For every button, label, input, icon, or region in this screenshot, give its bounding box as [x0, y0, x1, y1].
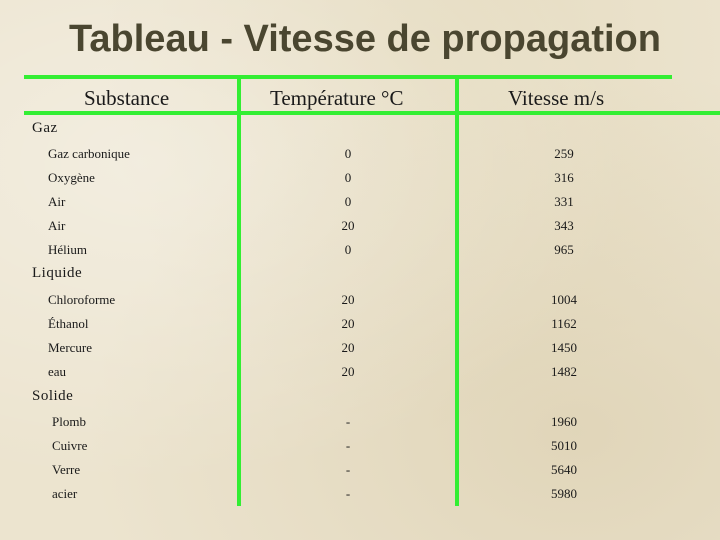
table-row-speed: 1450 [551, 340, 577, 355]
category-solide: Solide [32, 388, 74, 404]
column-divider-2 [455, 75, 459, 506]
header-speed: Vitesse m/s [508, 86, 605, 110]
table-row-speed: 1482 [551, 364, 577, 379]
table-row-temperature: - [345, 462, 351, 477]
table-row-temperature: 0 [344, 194, 352, 209]
table-row-substance: eau [48, 364, 67, 379]
header-temperature: Température °C [270, 86, 404, 110]
table-row-temperature: - [345, 486, 351, 501]
table-row-speed: 5980 [551, 486, 577, 501]
table-row-speed: 5640 [551, 462, 577, 477]
table-row-substance: Cuivre [52, 438, 88, 453]
header-bottom-border [24, 111, 720, 115]
table-row-substance: Mercure [48, 340, 93, 355]
table-row-speed: 1960 [551, 414, 577, 429]
table-row-speed: 5010 [551, 438, 577, 453]
table-row-temperature: - [345, 414, 351, 429]
header-top-border [24, 75, 672, 79]
table-row-temperature: 20 [341, 340, 355, 355]
table-row-temperature: 0 [344, 146, 352, 161]
table-row-substance: Verre [52, 462, 81, 477]
table-row-speed: 316 [554, 170, 574, 185]
table-row-temperature: 0 [344, 170, 352, 185]
table-row-temperature: 20 [341, 218, 355, 233]
table-row-substance: Hélium [48, 242, 87, 257]
table-row-substance: acier [52, 486, 78, 501]
table-row-temperature: 0 [344, 242, 352, 257]
table-row-temperature: 20 [341, 316, 355, 331]
table-row-substance: Air [48, 194, 66, 209]
table-row-temperature: 20 [341, 292, 355, 307]
table-row-speed: 343 [554, 218, 574, 233]
category-liquide: Liquide [32, 265, 83, 281]
table-row-substance: Chloroforme [48, 292, 116, 307]
table-row-speed: 965 [554, 242, 574, 257]
table-row-speed: 259 [554, 146, 574, 161]
table-row-substance: Gaz carbonique [48, 146, 130, 161]
table-row-substance: Plomb [52, 414, 86, 429]
table-row-temperature: 20 [341, 364, 355, 379]
table-row-speed: 331 [554, 194, 574, 209]
header-substance: Substance [84, 86, 170, 110]
category-gaz: Gaz [32, 120, 58, 136]
table-row-substance: Oxygène [48, 170, 95, 185]
table-row-speed: 1004 [551, 292, 577, 307]
table-row-substance: Éthanol [48, 316, 89, 331]
table-row-substance: Air [48, 218, 66, 233]
table-row-temperature: - [345, 438, 351, 453]
column-divider-1 [237, 75, 241, 506]
table-row-speed: 1162 [551, 316, 577, 331]
slide-title: Tableau - Vitesse de propagation [69, 18, 661, 60]
